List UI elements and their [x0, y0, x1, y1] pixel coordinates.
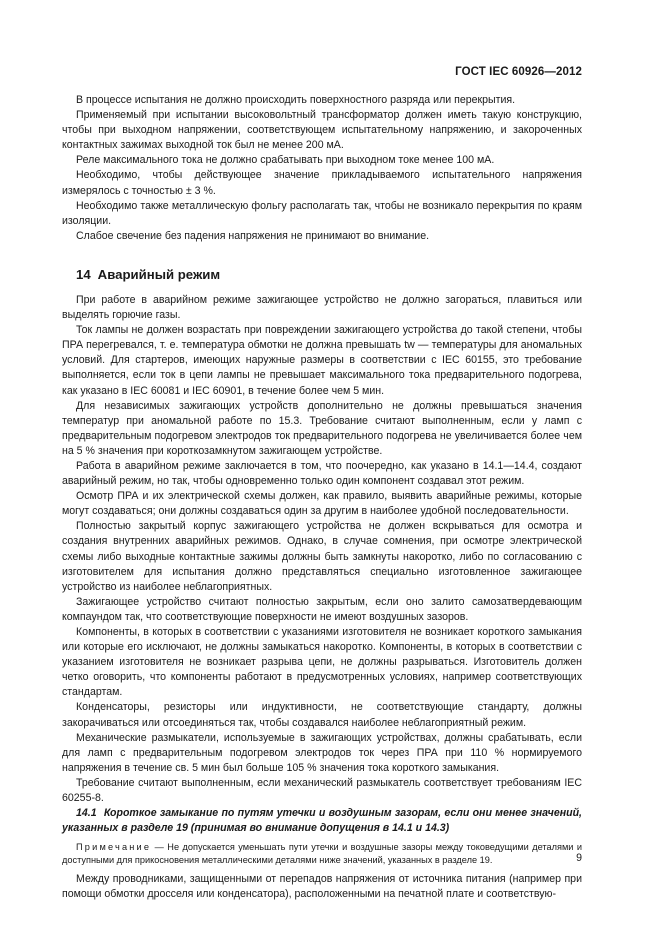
paragraph: В процессе испытания не должно происходить поверхностного разряда или перекрытия. [76, 94, 516, 106]
paragraph: Полностью закрытый корпус зажигающего устройства не должен вскрываться для осмотра и создания внутренних аварийных режимов. Однако, в случае сомнения, при осмотре электрической схемы либо выходные контактные зажимы должны быть замкнуты накоротко, либо по согласованию с изготовителем для испытания должно представляться специально изготовленное зажигающее устройство из наиболее неблагоприятных. [62, 520, 582, 593]
paragraph: Между проводниками, защищенными от перепадов напряжения от источника питания (например при помощи обмотки дросселя или конденсатора), расположенными на печатной плате и соответствую- [62, 873, 582, 901]
paragraph: Механические размыкатели, используемые в зажигающих устройствах, должны срабатывать, если для ламп с предварительным подогревом электродов ток через ПРА при 110 % нормируемого напряжения в течение св. 5 мин был больше 105 % значения тока короткого замыкания. [62, 731, 582, 774]
paragraph: Необходимо также металлическую фольгу располагать так, чтобы не возникало перекрытия по краям изоляции. [62, 199, 582, 227]
paragraph: Слабое свечение без падения напряжения не принимают во внимание. [76, 229, 430, 242]
section-title: Аварийный режим [97, 266, 221, 282]
page-number: 9 [576, 852, 582, 864]
paragraph: Ток лампы не должен возрастать при повреждении зажигающего устройства до такой степени, чтобы ПРА перегревался, т. е. температура обмотки не должна превышать tw — температуры для аномальных условий. Для стартеров, имеющих наружные размеры в соответствии с IEC 60155, это требование выполняется, если ток в цепи лампы не превышает максимального тока предварительного подогрева, как указано в IEC 60081 и IEC 60901, в течение более чем 5 мин. [62, 324, 582, 397]
paragraph: Необходимо, чтобы действующее значение прикладываемого испытательного напряжения измерялось с точностью ± 3 %. [62, 169, 582, 197]
note-label: Примечание [76, 842, 152, 853]
paragraph: При работе в аварийном режиме зажигающее устройство не должно загораться, плавиться или выделять горючие газы. [62, 293, 582, 322]
note [62, 841, 582, 867]
subsection-heading [62, 806, 582, 836]
subsection-title: Короткое замыкание по путям утечки и воздушным зазорам, если они менее значений, указанных в разделе 19 (принимая во внимание допущения в 14.1 и 14.3) [62, 807, 583, 835]
paragraph: Компоненты, в которых в соответствии с указаниями изготовителя не возникает короткого замыкания или которые его исключают, не должны замыкаться накоротко. Компоненты, в которых в соответствии с указанием изготовителя не возникает разрыва цепи, не должны разрываться. Изготовитель должен четко оговорить, что компоненты работают в предусмотренных условиях, например соответствующих стандартам. [62, 626, 582, 699]
paragraph: Осмотр ПРА и их электрической схемы должен, как правило, выявить аварийные режимы, которые могут создаваться; они должны создаваться один за другим в наиболее удобной последовательности. [62, 490, 582, 518]
document-code: ГОСТ IEC 60926—2012 [455, 66, 582, 78]
note-text: — Не допускается уменьшать пути утечки и воздушные зазоры между токоведущими деталями и доступными для прикосновения металлическими деталями ниже значений, указанных в разделе 19. [62, 842, 582, 866]
paragraph: Работа в аварийном режиме заключается в том, что поочередно, как указано в 14.1—14.4, создают аварийный режим, но так, чтобы одновременно только один компонент создавал этот режим. [62, 459, 582, 488]
paragraph: Требование считают выполненным, если механический размыкатель соответствует требованиям IEC 60255-8. [62, 776, 582, 805]
paragraph: Для независимых зажигающих устройств дополнительно не должны превышаться значения температур при аномальной работе по 15.3. Требование считают выполненным, если у ламп с предварительным подогревом электродов ток предварительного подогрева не увеличивается более чем на 5 % значения при короткозамкнутом зажигающем устройстве. [62, 399, 582, 457]
paragraph: Реле максимального тока не должно срабатывать при выходном токе менее 100 мА. [76, 154, 495, 167]
page-body [62, 93, 582, 903]
subsection-number: 14.1 [76, 807, 97, 820]
paragraph: Применяемый при испытании высоковольтный трансформатор должен иметь такую конструкцию, чтобы при выходном напряжении, соответствующем испытательному напряжению, и закороченных контактных зажимах выходной ток был не менее 200 мА. [62, 109, 582, 152]
paragraph: Зажигающее устройство считают полностью закрытым, если оно залито самозатвердевающим компаундом так, что соответствующие поверхности не имеют воздушных зазоров. [62, 595, 582, 623]
section-heading [76, 267, 582, 283]
section-number: 14 [76, 266, 91, 282]
paragraph: Конденсаторы, резисторы или индуктивности, не соответствующие стандарту, должны закорачиваться или отсоединяться так, чтобы создавался наиболее неблагоприятный режим. [62, 701, 582, 729]
